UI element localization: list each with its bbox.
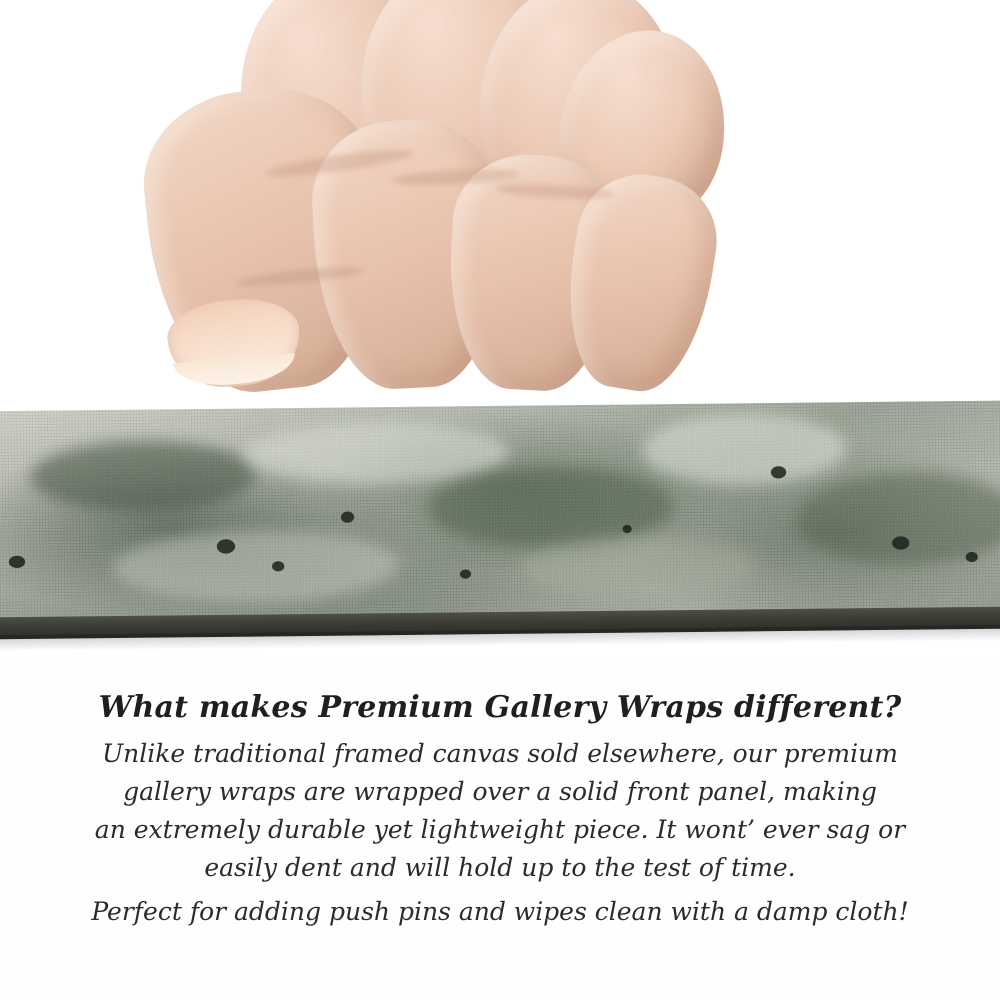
caption-final-line: Perfect for adding push pins and wipes clean with a damp cloth! bbox=[91, 897, 909, 926]
canvas-speck bbox=[9, 556, 25, 568]
canvas-texture-smear bbox=[30, 439, 255, 513]
caption-line-4: easily dent and will hold up to the test of time. bbox=[204, 853, 796, 882]
canvas-speck bbox=[771, 466, 786, 478]
canvas-speck bbox=[623, 525, 632, 533]
canvas-speck bbox=[460, 569, 471, 578]
canvas-speck bbox=[272, 561, 284, 571]
hand-illustration bbox=[90, 0, 710, 440]
canvas-speck bbox=[341, 511, 354, 522]
canvas-speck bbox=[892, 536, 909, 549]
caption-line-1: Unlike traditional framed canvas sold elsewhere, our premium bbox=[102, 739, 898, 768]
caption-heading: What makes Premium Gallery Wraps different? bbox=[98, 690, 902, 725]
canvas-edge-strip bbox=[0, 401, 1000, 628]
promo-caption bbox=[0, 690, 1000, 931]
canvas-texture-smear bbox=[113, 529, 399, 603]
canvas-speck bbox=[966, 552, 978, 562]
canvas-texture-smear bbox=[244, 421, 510, 485]
canvas-texture-smear bbox=[642, 412, 847, 486]
caption-line-2: gallery wraps are wrapped over a solid front panel, making bbox=[123, 777, 877, 806]
caption-line-3: an extremely durable yet lightweight piece. It wont’ ever sag or bbox=[94, 815, 906, 844]
